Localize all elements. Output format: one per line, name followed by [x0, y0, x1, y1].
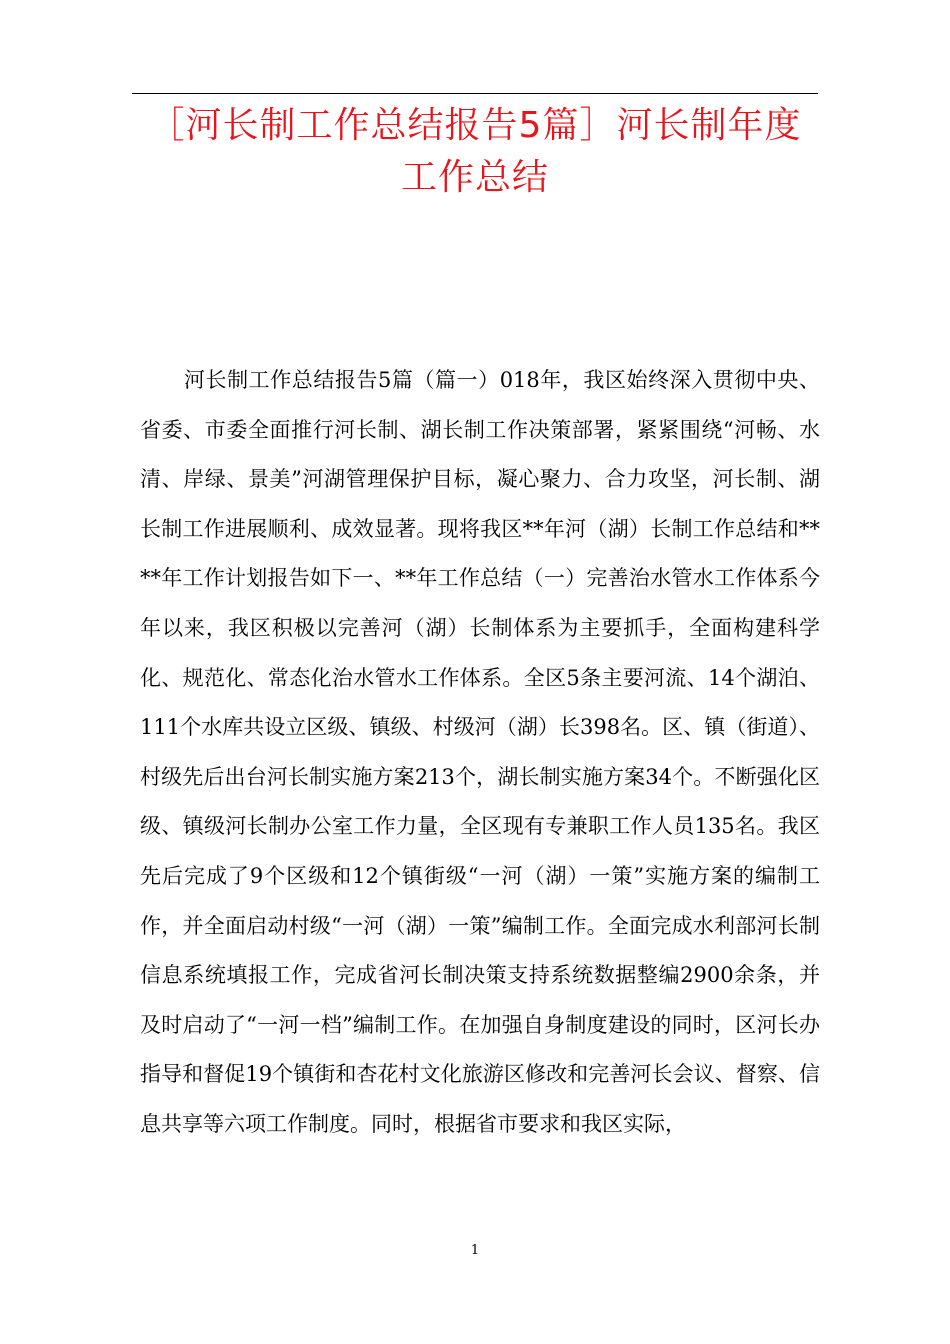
header-rule	[132, 93, 818, 94]
body-paragraph: 河长制工作总结报告5篇（篇一）018年，我区始终深入贯彻中央、省委、市委全面推行河长制、湖长制工作决策部署，紧紧围绕“河畅、水清、岸绿、景美”河湖管理保护目标，凝心聚力、合力攻坚，河长制、湖长制工作进展顺利、成效显著。现将我区**年河（湖）长制工作总结和****年工作计划报告如下一、**年工作总结（一）完善治水管水工作体系今年以来，我区积极以完善河（湖）长制体系为主要抓手，全面构建科学化、规范化、常态化治水管水工作体系。全区5条主要河流、14个湖泊、111个水库共设立区级、镇级、村级河（湖）长398名。区、镇（街道）、村级先后出台河长制实施方案213个，湖长制实施方案34个。不断强化区级、镇级河长制办公室工作力量，全区现有专兼职工作人员135名。我区先后完成了9个区级和12个镇街级“一河（湖）一策”实施方案的编制工作，并全面启动村级“一河（湖）一策”编制工作。全面完成水利部河长制信息系统填报工作，完成省河长制决策支持系统数据整编2900余条，并及时启动了“一河一档”编制工作。在加强自身制度建设的同时，区河长办指导和督促19个镇街和杏花村文化旅游区修改和完善河长会议、督察、信息共享等六项工作制度。同时，根据省市要求和我区实际，	[140, 368, 820, 1136]
document-title: ［河长制工作总结报告5篇］河长制年度工作总结	[148, 105, 802, 198]
page-number: 1	[470, 1243, 480, 1258]
